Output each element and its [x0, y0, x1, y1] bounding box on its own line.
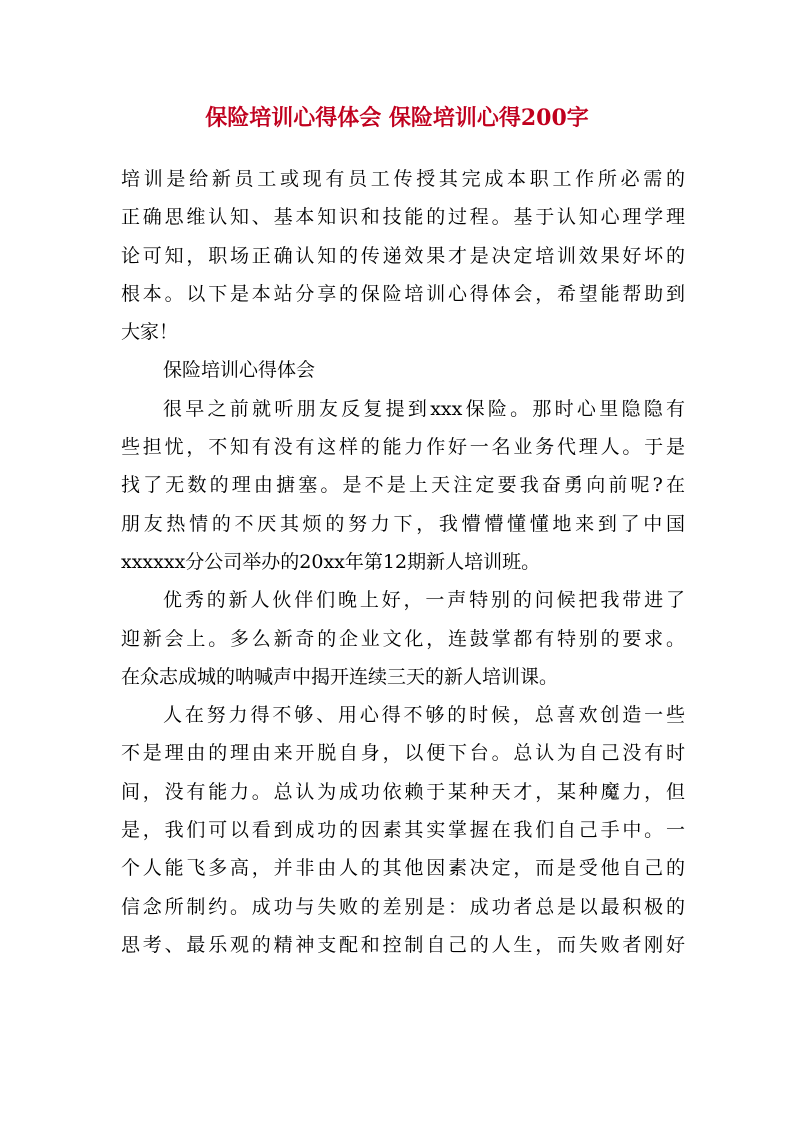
paragraph-line: 是，我们可以看到成功的因素其实掌握在我们自己手中。一 — [121, 819, 685, 842]
document-title: 保险培训心得体会 保险培训心得200字 — [205, 105, 589, 131]
paragraph-line: 迎新会上。多么新奇的企业文化，连鼓掌都有特别的要求。 — [121, 627, 685, 650]
paragraph-line: 个人能飞多高，并非由人的其他因素决定，而是受他自己的 — [121, 857, 685, 880]
section-heading: 保险培训心得体会 — [163, 359, 316, 382]
paragraph-line: 间，没有能力。总认为成功依赖于某种天才，某种魔力，但 — [121, 780, 685, 803]
paragraph-line: 朋友热情的不厌其烦的努力下，我懵懵懂懂地来到了中国 — [121, 512, 685, 535]
paragraph-line: 正确思维认知、基本知识和技能的过程。基于认知心理学理 — [121, 206, 685, 229]
paragraph-line: 信念所制约。成功与失败的差别是：成功者总是以最积极的 — [121, 895, 685, 918]
paragraph-line: xxxxxx分公司举办的20xx年第12期新人培训班。 — [121, 550, 541, 573]
paragraph-line: 培训是给新员工或现有员工传授其完成本职工作所必需的 — [121, 168, 685, 190]
paragraph-line: 根本。以下是本站分享的保险培训心得体会，希望能帮助到 — [121, 282, 685, 305]
paragraph-line: 些担忧，不知有没有这样的能力作好一名业务代理人。于是 — [121, 436, 685, 459]
paragraph-line: 在众志成城的呐喊声中揭开连续三天的新人培训课。 — [121, 665, 559, 688]
paragraph-line: 不是理由的理由来开脱自身，以便下台。总认为自己没有时 — [121, 742, 685, 765]
paragraph-line: 优秀的新人伙伴们晚上好，一声特别的问候把我带进了 — [163, 589, 685, 612]
paragraph-line: 思考、最乐观的精神支配和控制自己的人生，而失败者刚好 — [121, 933, 685, 956]
paragraph-line: 找了无数的理由搪塞。是不是上天注定要我奋勇向前呢?在 — [121, 474, 685, 497]
paragraph-line: 大家！ — [121, 321, 179, 344]
document-body — [121, 160, 685, 964]
paragraph-line: 很早之前就听朋友反复提到xxx保险。那时心里隐隐有 — [163, 397, 685, 420]
paragraph-line: 人在努力得不够、用心得不够的时候，总喜欢创造一些 — [163, 704, 685, 727]
paragraph-line: 论可知，职场正确认知的传递效果才是决定培训效果好坏的 — [121, 244, 685, 267]
